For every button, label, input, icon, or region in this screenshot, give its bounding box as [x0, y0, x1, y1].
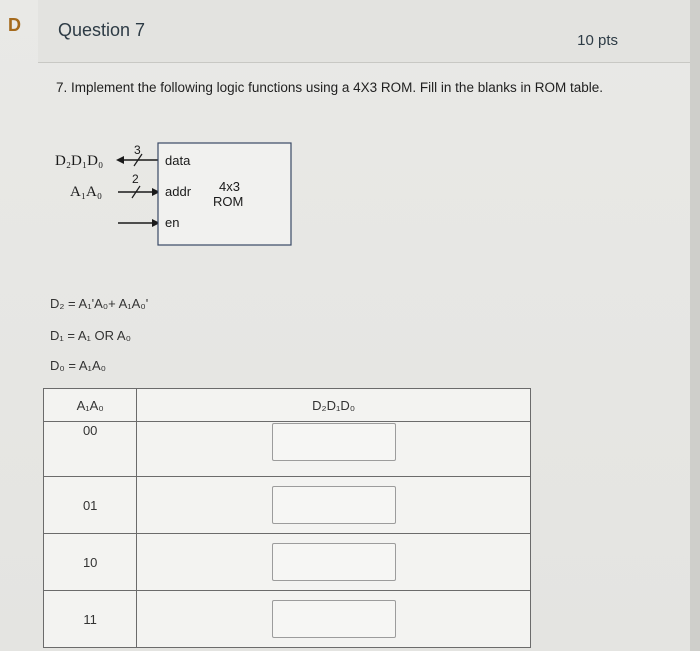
rom-size: 4x3 — [219, 179, 240, 194]
answer-input-11[interactable] — [272, 600, 396, 638]
question-prompt: 7. Implement the following logic functions using a 4X3 ROM. Fill in the blanks in ROM table. — [56, 80, 604, 95]
addr-bus-width: 2 — [132, 172, 139, 186]
answer-input-00[interactable] — [272, 423, 396, 461]
address-cell: 01 — [44, 477, 137, 534]
equation-d0: D₀ = A₁A₀ — [50, 358, 107, 373]
table-row — [44, 422, 531, 477]
rom-block-diagram — [50, 135, 310, 255]
data-cell — [137, 591, 531, 648]
data-arrow-icon — [116, 156, 124, 164]
col-address: A₁A₀ — [44, 389, 137, 422]
question-points: 10 pts — [577, 32, 618, 49]
table-row — [44, 591, 531, 648]
equation-d2: D₂ = A₁'A₀+ A₁A₀' — [50, 296, 149, 311]
answer-input-10[interactable] — [272, 543, 396, 581]
port-data: data — [165, 153, 191, 168]
rom-table — [43, 388, 531, 648]
port-addr: addr — [165, 184, 192, 199]
address-cell: 11 — [44, 591, 137, 648]
port-en: en — [165, 215, 180, 230]
rom-label: ROM — [213, 194, 244, 209]
answer-input-01[interactable] — [272, 486, 396, 524]
col-data: D₂D₁D₀ — [137, 389, 531, 422]
address-cell: 00 — [44, 422, 137, 477]
data-cell — [137, 422, 531, 477]
address-cell: 10 — [44, 534, 137, 591]
data-cell — [137, 534, 531, 591]
question-header — [38, 0, 700, 63]
table-row — [44, 534, 531, 591]
equation-d1: D₁ = A₁ OR A₀ — [50, 328, 132, 343]
output-bus-label: D₂D₁D₀ — [55, 153, 104, 169]
data-bus-width: 3 — [134, 143, 141, 157]
table-row — [44, 477, 531, 534]
input-bus-label: A₁A₀ — [70, 184, 103, 200]
data-cell — [137, 477, 531, 534]
screen-edge — [690, 0, 700, 651]
question-title: Question 7 — [58, 20, 146, 40]
question-flag-icon[interactable]: D — [8, 15, 21, 35]
